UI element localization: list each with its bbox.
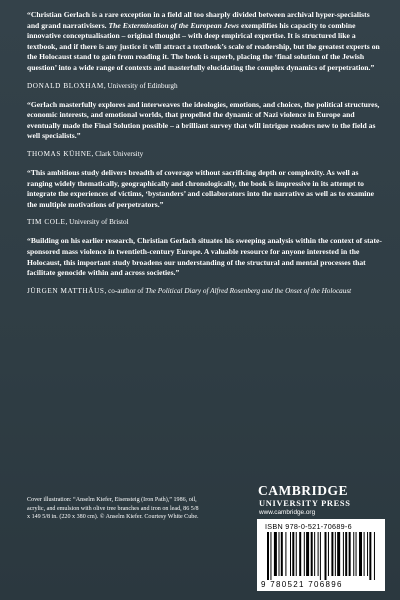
blurb-attribution (27, 149, 383, 159)
barcode-bar (367, 532, 368, 576)
blurb-author-name: TIM COLE (27, 218, 66, 227)
barcode-bar (328, 532, 329, 576)
barcode-bar (270, 532, 271, 580)
blurb-affiliation: , University of Edinburgh (103, 81, 178, 90)
barcode-bar (364, 532, 365, 576)
blurb (27, 10, 383, 91)
barcode-digits: 9 780521 706896 (261, 580, 343, 589)
barcode-bar (290, 532, 291, 576)
blurb-list (27, 10, 383, 305)
barcode-bar (304, 532, 305, 576)
barcode-bar (345, 532, 347, 576)
barcode-bar (337, 532, 340, 576)
barcode-bar (281, 532, 283, 576)
barcode-bar (318, 532, 319, 576)
barcode-bar (279, 532, 280, 576)
blurb-author-name: JÜRGEN MATTHÄUS (27, 286, 105, 295)
blurb (27, 236, 383, 295)
blurb-attribution (27, 217, 383, 227)
blurb (27, 100, 383, 159)
blurb-quote-text: “Christian Gerlach is a rare exception in a field all too sharply divided between archival hyper-specialists and grand narrativisers. (27, 10, 370, 30)
publisher-name: CAMBRIDGE (258, 483, 349, 498)
barcode-panel (257, 519, 385, 591)
barcode-bar (335, 532, 336, 576)
publisher-url: www.cambridge.org (259, 509, 316, 516)
barcode-bar (349, 532, 351, 576)
barcode-bar (299, 532, 301, 576)
publisher-logo (258, 484, 382, 517)
barcode-bar (314, 532, 315, 576)
barcode-bar (374, 532, 375, 580)
barcode-icon (267, 532, 377, 580)
blurb-affiliation: , co-author of (104, 286, 146, 295)
blurb (27, 168, 383, 227)
blurb-affiliation: The Political Diary of Alfred Rosenberg and the Onset of the Holocaust (145, 286, 352, 295)
blurb-quote (27, 10, 383, 74)
blurb-attribution (27, 286, 383, 296)
barcode-bar (353, 532, 354, 576)
blurb-quote (27, 236, 383, 278)
blurb-attribution (27, 81, 383, 91)
blurb-affiliation: , University of Bristol (65, 218, 129, 227)
isbn-label: ISBN 978-0-521-70689-6 (265, 522, 352, 531)
barcode-bar (292, 532, 294, 576)
barcode-bar (359, 532, 362, 576)
blurb-quote-text: “Gerlach masterfully explores and interweaves the ideologies, emotions, and choices, the political structures, economic interests, and emotional worlds, that propelled the dynamic of Nazi violence in Europe and eventually made the Final Solution possible – a brilliant survey that will intrigue readers new to the field as well specialists.” (27, 99, 380, 141)
blurb-quote-text: “This ambitious study delivers breadth of coverage without sacrificing depth or complexity. As well as ranging widely thematically, geographically and chronologically, the book is impressive in its attempt to integrate the experiences of victims, ‘bystanders’ and collaborators into the narrative as well as to examine the multiple motivations of perpetrators.” (27, 167, 375, 209)
blurb-quote (27, 168, 383, 210)
barcode-bar (325, 532, 327, 580)
barcode-bar (306, 532, 309, 576)
barcode-bar (274, 532, 277, 576)
barcode-bar (343, 532, 344, 576)
barcode-bar (320, 532, 321, 580)
barcode-bar (331, 532, 333, 576)
blurb-quote-text: “Building on his earlier research, Christian Gerlach situates his sweeping analysis within the context of state-sponsored mass violence in twentieth-century Europe. A valuable resource for anyone interested in the Holocaust, this important study broadens our understanding of the structural and mental processes that facilitate genocide within and across societies.” (27, 236, 382, 278)
barcode-bar (369, 532, 371, 580)
blurb-author-name: DONALD BLOXHAM (27, 81, 104, 90)
blurb-affiliation: , Clark University (91, 149, 144, 158)
cover-illustration-credit: Cover illustration: “Anselm Kiefer, Eisensteig (Iron Path),” 1986, oil, acrylic, and emulsion with olive tree branches and iron on lead, 86 5/8 x 149 5/8 in. (220 x 380 cm). © Anselm Kiefer. Courtesy White Cube. (27, 497, 199, 521)
blurb-quote-text: The Extermination of the European Jews (108, 20, 240, 30)
barcode-bar (285, 532, 286, 576)
blurb-quote (27, 100, 383, 142)
barcode-bar (356, 532, 357, 576)
barcode-bar (296, 532, 297, 576)
barcode-bar (267, 532, 269, 580)
blurb-author-name: THOMAS KÜHNE (27, 149, 92, 158)
blurb-quote-text: exemplifies his capacity to combine innovative conceptualisation – original thought – with deep empirical expertise. It is structured like a textbook, and if there is any justice it will attract a textbook’s scale of readership, but the greatest experts on the Holocaust stand to gain from reading it. The book is superb, placing the ‘final solution of the Jewish question’ into a wide range of contexts and masterfully elucidating the complex dynamics of perpetration.” (27, 20, 380, 72)
publisher-subtitle: UNIVERSITY PRESS (259, 499, 351, 508)
barcode-bar (311, 532, 313, 576)
